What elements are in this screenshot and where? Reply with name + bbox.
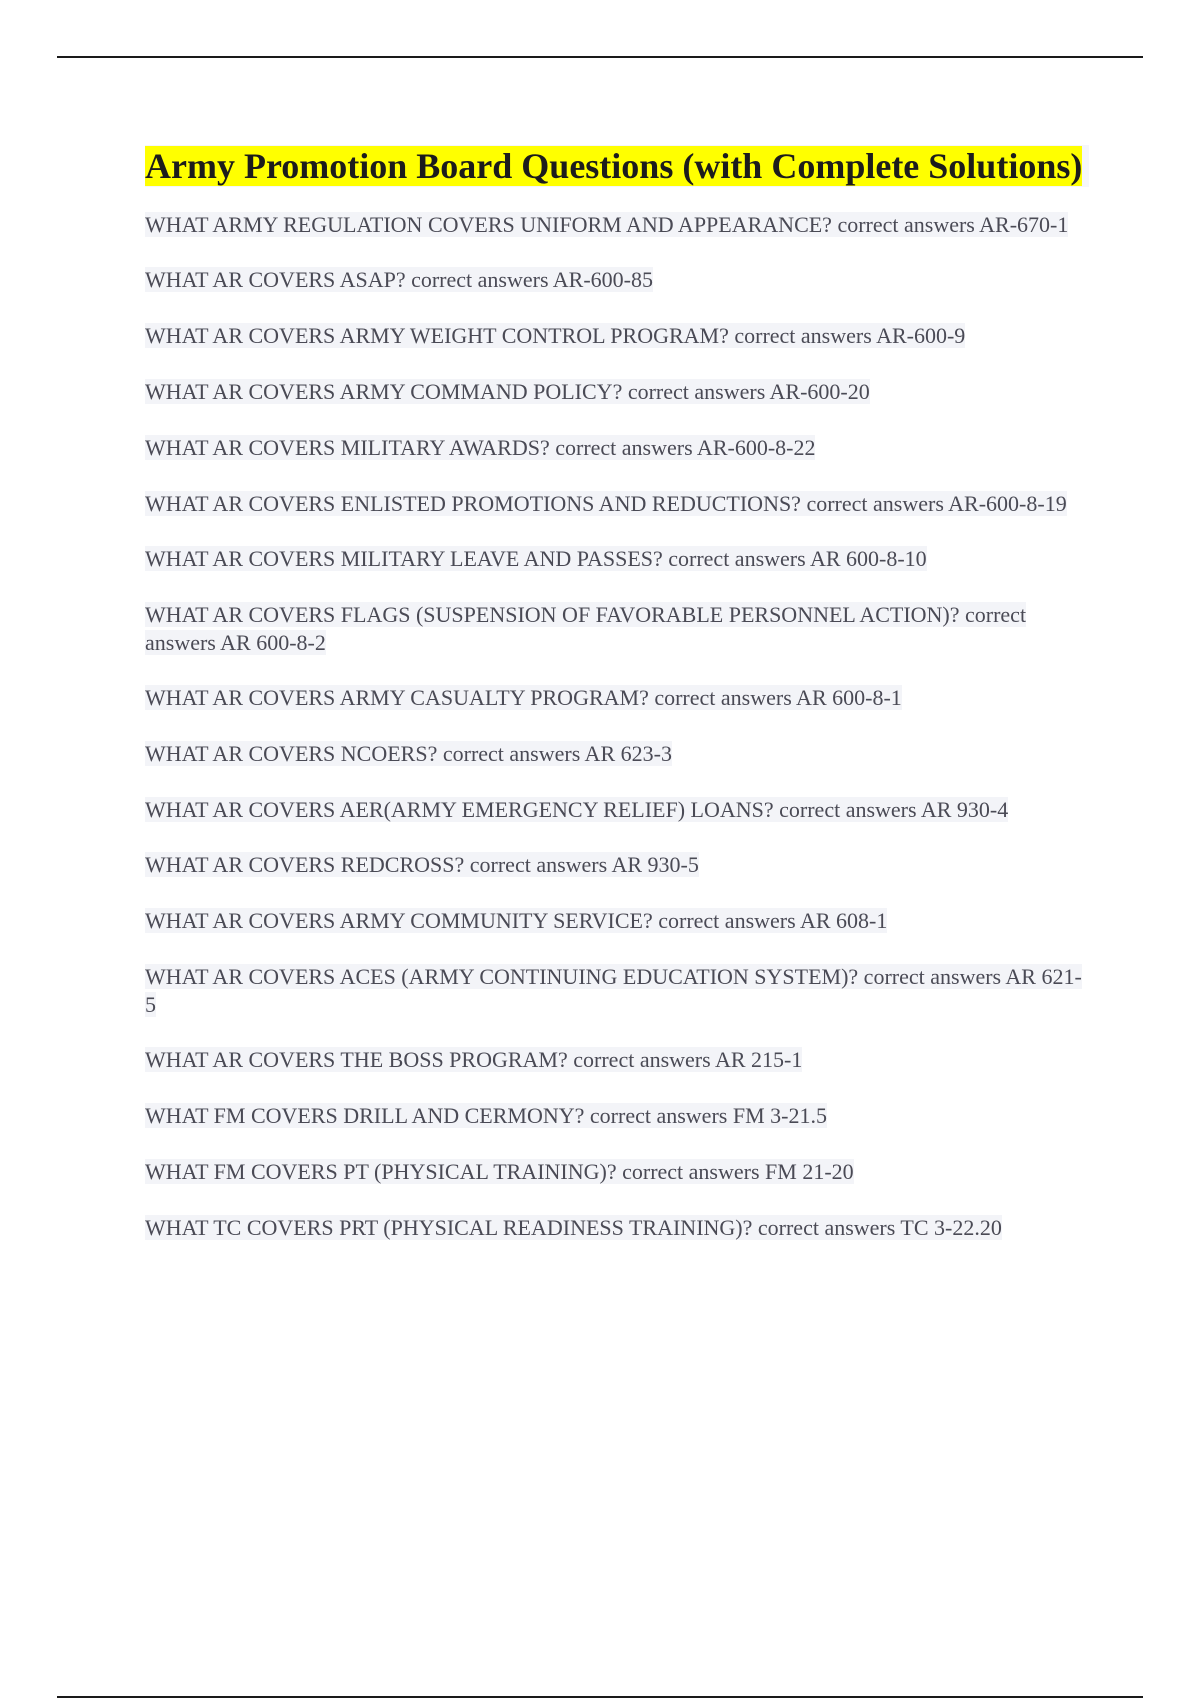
qa-item <box>145 740 1089 768</box>
qa-text: WHAT AR COVERS ASAP? correct answers AR-600-85 <box>145 267 654 292</box>
qa-item <box>145 1102 1089 1130</box>
qa-list <box>145 211 1089 1242</box>
qa-text: WHAT AR COVERS ACES (ARMY CONTINUING EDUCATION SYSTEM)? correct answers AR 621-5 <box>145 964 1082 1017</box>
qa-text: WHAT ARMY REGULATION COVERS UNIFORM AND APPEARANCE? correct answers AR-670-1 <box>145 212 1069 237</box>
qa-item <box>145 851 1089 879</box>
qa-text: WHAT TC COVERS PRT (PHYSICAL READINESS TRAINING)? correct answers TC 3-22.20 <box>145 1215 1002 1240</box>
qa-item <box>145 963 1089 1019</box>
qa-text: WHAT AR COVERS THE BOSS PROGRAM? correct answers AR 215-1 <box>145 1047 803 1072</box>
qa-text: WHAT AR COVERS AER(ARMY EMERGENCY RELIEF) LOANS? correct answers AR 930-4 <box>145 797 1009 822</box>
qa-text: WHAT AR COVERS REDCROSS? correct answers AR 930-5 <box>145 852 699 877</box>
qa-item <box>145 490 1089 518</box>
qa-text: WHAT AR COVERS ARMY WEIGHT CONTROL PROGRAM? correct answers AR-600-9 <box>145 323 966 348</box>
qa-item <box>145 266 1089 294</box>
document-body <box>145 145 1089 1269</box>
qa-item <box>145 1214 1089 1242</box>
qa-item <box>145 378 1089 406</box>
qa-text: WHAT AR COVERS MILITARY LEAVE AND PASSES? correct answers AR 600-8-10 <box>145 546 927 571</box>
qa-item <box>145 684 1089 712</box>
qa-item <box>145 601 1089 657</box>
qa-item <box>145 1046 1089 1074</box>
qa-item <box>145 322 1089 350</box>
qa-text: WHAT AR COVERS NCOERS? correct answers AR 623-3 <box>145 741 672 766</box>
qa-item <box>145 211 1089 239</box>
qa-item <box>145 545 1089 573</box>
qa-item <box>145 796 1089 824</box>
document-title: Army Promotion Board Questions (with Complete Solutions) <box>145 146 1083 186</box>
qa-text: WHAT AR COVERS ARMY COMMAND POLICY? correct answers AR-600-20 <box>145 379 870 404</box>
qa-text: WHAT AR COVERS FLAGS (SUSPENSION OF FAVORABLE PERSONNEL ACTION)? correct answers AR 600-8-2 <box>145 602 1027 655</box>
top-rule <box>57 56 1143 58</box>
title-block <box>145 145 1089 187</box>
qa-item <box>145 907 1089 935</box>
qa-text: WHAT AR COVERS ARMY COMMUNITY SERVICE? correct answers AR 608-1 <box>145 908 888 933</box>
qa-item <box>145 1158 1089 1186</box>
qa-item <box>145 434 1089 462</box>
qa-text: WHAT FM COVERS DRILL AND CERMONY? correct answers FM 3-21.5 <box>145 1103 827 1128</box>
qa-text: WHAT FM COVERS PT (PHYSICAL TRAINING)? correct answers FM 21-20 <box>145 1159 854 1184</box>
qa-text: WHAT AR COVERS MILITARY AWARDS? correct answers AR-600-8-22 <box>145 435 816 460</box>
bottom-rule <box>57 1696 1143 1698</box>
qa-text: WHAT AR COVERS ARMY CASUALTY PROGRAM? correct answers AR 600-8-1 <box>145 685 902 710</box>
qa-text: WHAT AR COVERS ENLISTED PROMOTIONS AND REDUCTIONS? correct answers AR-600-8-19 <box>145 491 1067 516</box>
